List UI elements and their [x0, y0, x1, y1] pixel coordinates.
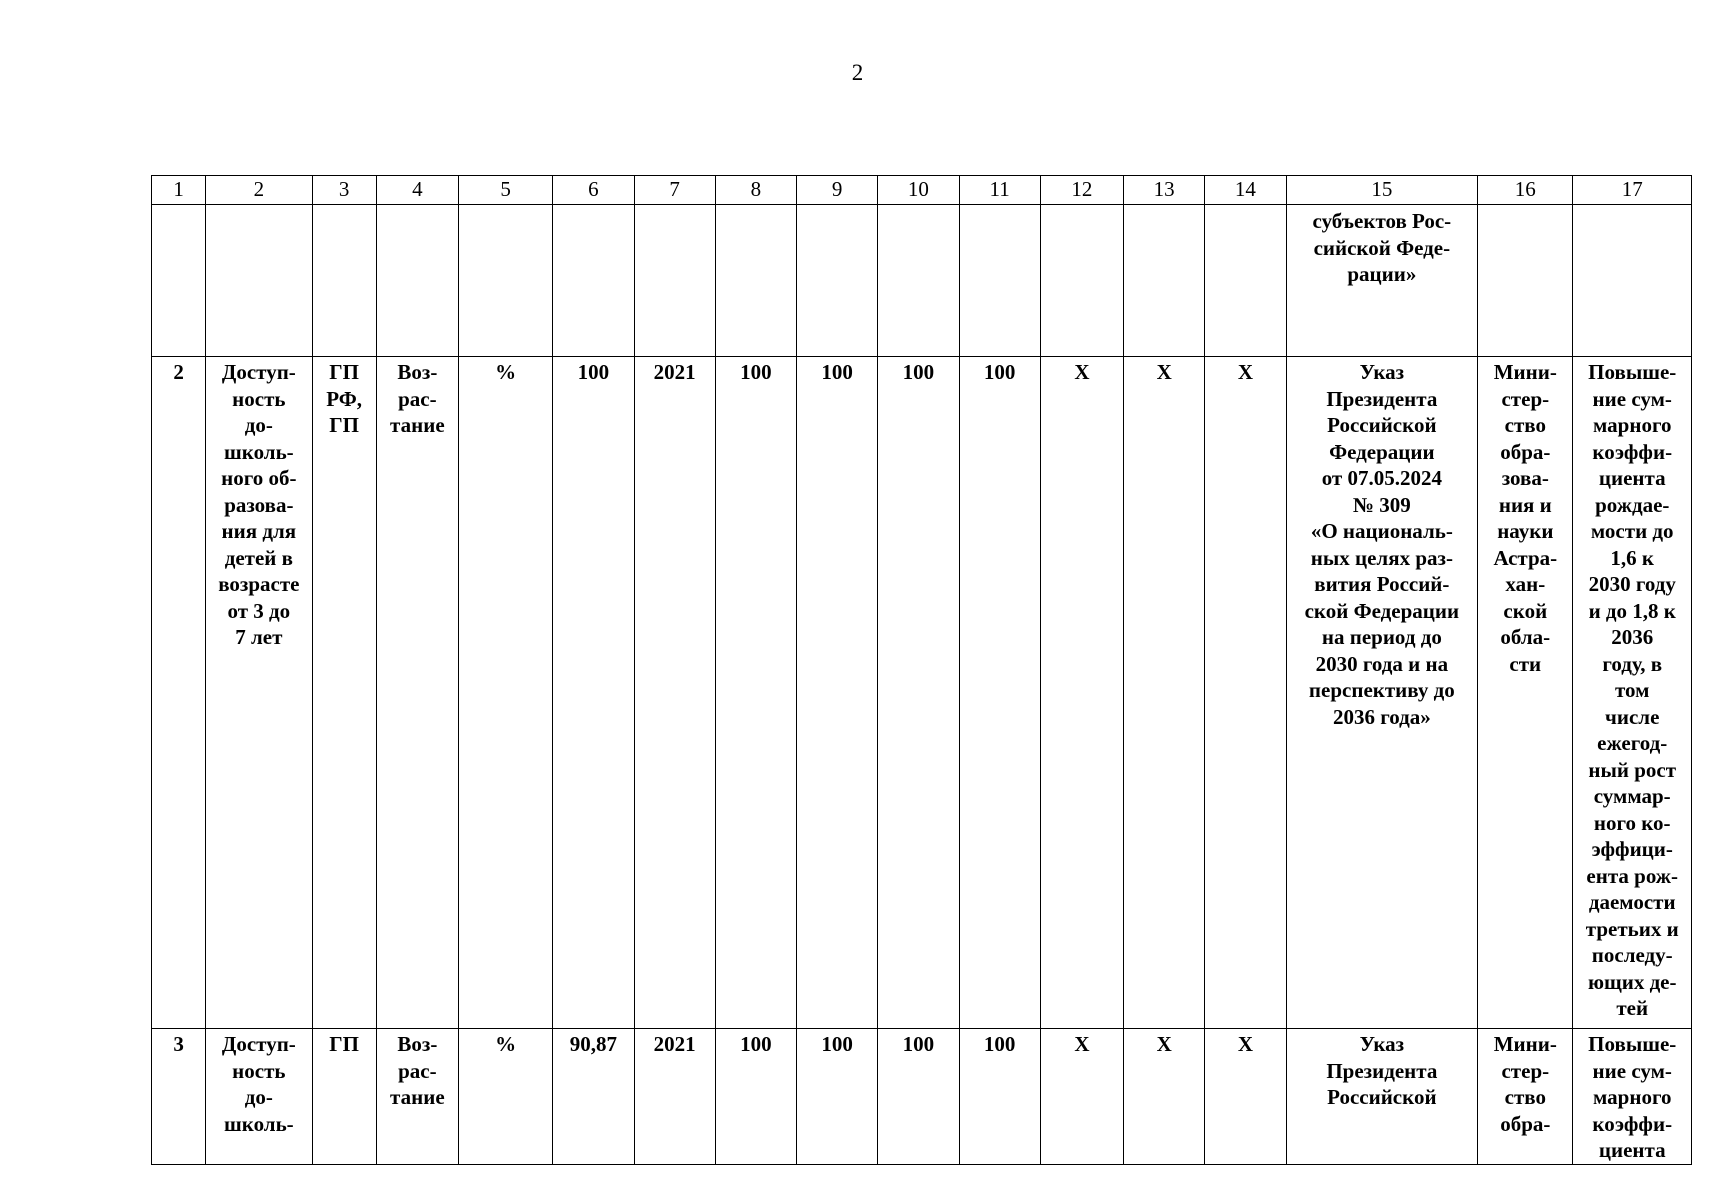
- table-cell: [797, 205, 878, 357]
- value-col-13: X: [1124, 357, 1205, 1029]
- table-cell: [1205, 205, 1286, 357]
- table-row: [152, 1029, 1692, 1165]
- column-header: 12: [1040, 176, 1123, 205]
- value-col-13: X: [1124, 1029, 1205, 1165]
- table-cell: [1478, 205, 1573, 357]
- value-col-11: 100: [959, 357, 1040, 1029]
- document-cell: Указ Президента Российской: [1286, 1029, 1478, 1165]
- table-cell: [1124, 205, 1205, 357]
- value-col-12: X: [1040, 357, 1123, 1029]
- indicator-name: Доступ- ность до- школь-: [206, 1029, 312, 1165]
- column-header: 11: [959, 176, 1040, 205]
- table-cell: [715, 205, 796, 357]
- table-cell: [634, 205, 715, 357]
- base-year: 2021: [634, 357, 715, 1029]
- row-number: 3: [152, 1029, 206, 1165]
- row-number: 2: [152, 357, 206, 1029]
- indicator-name: Доступ- ность до- школь- ного об- разова- ния для детей в возрасте от 3 до 7 лет: [206, 357, 312, 1029]
- table-cell: [878, 205, 959, 357]
- page-number: 2: [851, 60, 864, 85]
- table-cell: [458, 205, 552, 357]
- table-cell: [1573, 205, 1692, 357]
- column-header: 6: [553, 176, 634, 205]
- value-col-8: 100: [715, 1029, 796, 1165]
- document-cell: субъектов Рос- сийской Феде- рации»: [1286, 205, 1478, 357]
- table-cell: [152, 205, 206, 357]
- column-header: 10: [878, 176, 959, 205]
- column-header: 1: [152, 176, 206, 205]
- value-col-8: 100: [715, 357, 796, 1029]
- column-header: 2: [206, 176, 312, 205]
- column-header: 8: [715, 176, 796, 205]
- column-header: 4: [376, 176, 458, 205]
- responsible-cell: Мини- стер- ство обра- зова- ния и науки Астра- хан- ской обла- сти: [1478, 357, 1573, 1029]
- indicator-level: ГП РФ, ГП: [312, 357, 376, 1029]
- value-col-10: 100: [878, 1029, 959, 1165]
- table-cell: [959, 205, 1040, 357]
- goal-cell: Повыше- ние сум- марного коэффи- циента: [1573, 1029, 1692, 1165]
- indicator-direction: Воз- рас- тание: [376, 357, 458, 1029]
- indicator-unit: %: [458, 357, 552, 1029]
- responsible-cell: Мини- стер- ство обра-: [1478, 1029, 1573, 1165]
- table-cell: [1040, 205, 1123, 357]
- column-header: 5: [458, 176, 552, 205]
- base-value: 90,87: [553, 1029, 634, 1165]
- column-header: 15: [1286, 176, 1478, 205]
- goal-cell: Повыше- ние сум- марного коэффи- циента рождае- мости до 1,6 к 2030 году и до 1,8 к 2036 году, в том числе ежегод- ный рост суммар- ного ко- эффици- ента рож- даемости третьих и последу- ющих де- тей: [1573, 357, 1692, 1029]
- indicators-table: [151, 175, 1692, 1165]
- value-col-9: 100: [797, 1029, 878, 1165]
- value-col-10: 100: [878, 357, 959, 1029]
- document-cell: Указ Президента Российской Федерации от 07.05.2024 № 309 «О националь- ных целях раз- вития Россий- ской Федерации на период до 2030 года и на перспективу до 2036 года»: [1286, 357, 1478, 1029]
- table-cell: [206, 205, 312, 357]
- column-header: 3: [312, 176, 376, 205]
- indicator-direction: Воз- рас- тание: [376, 1029, 458, 1165]
- value-col-11: 100: [959, 1029, 1040, 1165]
- table-cell: [312, 205, 376, 357]
- column-header: 16: [1478, 176, 1573, 205]
- value-col-14: X: [1205, 1029, 1286, 1165]
- table-row: [152, 357, 1692, 1029]
- indicator-unit: %: [458, 1029, 552, 1165]
- table-cell: [376, 205, 458, 357]
- value-col-9: 100: [797, 357, 878, 1029]
- column-header: 9: [797, 176, 878, 205]
- value-col-14: X: [1205, 357, 1286, 1029]
- value-col-12: X: [1040, 1029, 1123, 1165]
- column-header: 13: [1124, 176, 1205, 205]
- column-number-row: [152, 176, 1692, 205]
- indicator-level: ГП: [312, 1029, 376, 1165]
- column-header: 7: [634, 176, 715, 205]
- continuation-row: [152, 205, 1692, 357]
- table-cell: [553, 205, 634, 357]
- base-value: 100: [553, 357, 634, 1029]
- column-header: 17: [1573, 176, 1692, 205]
- base-year: 2021: [634, 1029, 715, 1165]
- column-header: 14: [1205, 176, 1286, 205]
